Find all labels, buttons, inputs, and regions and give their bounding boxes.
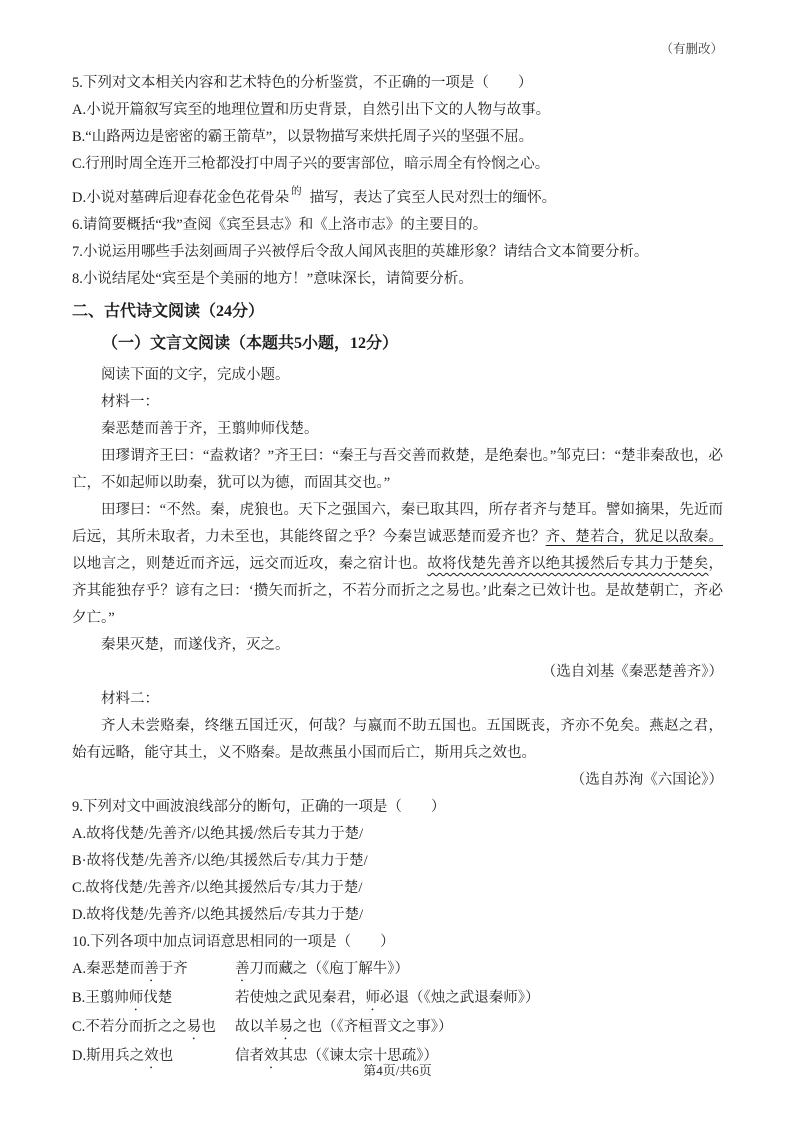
material-1-paragraph-3 (72, 497, 723, 632)
question-5-option-a: A.小说开篇叙写宾至的地理位置和历史背景，自然引出下文的人物与故事。 (72, 102, 551, 118)
reading-intro: 阅读下面的文字，完成小题。 (101, 367, 290, 383)
text-segment: 也 (201, 1019, 216, 1035)
dotted-word: 易 (186, 1019, 202, 1035)
question-7: 7.小说运用哪些手法刻画周子兴被俘后令敌人闻风丧胆的英雄形象？请结合文本简要分析。 (72, 244, 649, 260)
option-left-phrase (72, 1014, 235, 1043)
question-9-option-c: C.故将伐楚/先善齐/以绝其援然后专/其力于楚/ (72, 880, 363, 896)
dotted-word: 效 (144, 1048, 159, 1064)
dotted-word: 易 (278, 1019, 293, 1035)
dotted-word: 效 (264, 1048, 279, 1064)
dotted-word: 师 (365, 990, 380, 1006)
option-left-phrase (72, 985, 235, 1014)
text-segment: D.斯用兵之 (72, 1048, 145, 1064)
underlined-text: 齐、楚若合，犹足以敌秦。 (545, 529, 723, 545)
material-1-label: 材料一： (101, 394, 159, 410)
page-number: 第4页/共6页 (363, 1063, 432, 1078)
text-segment: 也 (158, 1048, 174, 1064)
text-segment: 以地言之，则楚近而齐远，远交而近攻，秦之宿计也。 (72, 556, 428, 572)
question-9-option-b: B·故将伐楚/先善齐/以绝/其援然后专/其力于楚/ (72, 853, 368, 869)
text-segment: ，齐其能独存乎？谚有之曰：‘攒矢而折之，不若分而折之之易也。’此秦之已效计也。是故楚朝亡，齐必夕亡。” (72, 556, 724, 626)
insert-mark: 的 (291, 186, 302, 197)
material-1-paragraph-4: 秦果灭楚，而遂伐齐，灭之。 (101, 637, 290, 653)
material-1-paragraph-1: 秦恶楚而善于齐，王翦帅师伐楚。 (101, 421, 319, 437)
material-1-source: （选自刘基《秦恶楚善齐》） (541, 664, 723, 680)
question-9-stem: 9.下列对文中画波浪线部分的断句，正确的一项是（ ） (72, 799, 446, 815)
option-right-phrase (235, 1019, 453, 1035)
text-segment: 之也（《齐桓晋文之事》） (293, 1019, 453, 1035)
option-right-phrase (235, 961, 409, 977)
text-segment: B.王翦帅 (72, 990, 129, 1006)
question-6: 6.请简要概括“我”查阅《宾至县志》和《上洛市志》的主要目的。 (72, 217, 488, 233)
question-5-option-c: C.行刑时周全连开三枪都没打中周子兴的要害部位，暗示周全有怜悯之心。 (72, 156, 550, 172)
dotted-word: 师 (128, 990, 144, 1006)
question-10-stem: 10.下列各项中加点词语意思相同的一项是（ ） (72, 934, 395, 950)
question-9-option-d: D.故将伐楚/先善齐/以绝其援然后/专其力于楚/ (72, 907, 364, 923)
question-5-option-b: B.“山路两边是密密的霸王箭草”，以景物描写来烘托周子兴的坚强不屈。 (72, 129, 534, 145)
text-segment: 必退（《烛之武退秦师》） (380, 990, 540, 1006)
section-2-subtitle: （一）文言文阅读（本题共5小题，12分） (102, 335, 399, 352)
question-5-option-d (72, 178, 723, 212)
question-10-option-c (72, 1014, 723, 1043)
wavy-underlined-text: 故将伐楚先善齐以绝其援然后专其力于楚矣 (427, 556, 709, 572)
option-right-phrase (235, 990, 540, 1006)
text-segment: D.小说对墓碑后迎春花金色花骨朵 (72, 190, 290, 206)
material-1-paragraph-2: 田璆谓齐王曰：“盍救诸？”齐王曰：“秦王与吾交善而救楚，是绝秦也。”邹克曰：“楚非秦敌也，必亡，不如起师以助秦，犹可以为德，而固其交也。” (72, 448, 723, 491)
question-9-option-a: A.故将伐楚/先善齐/以绝其援/然后专其力于楚/ (72, 826, 364, 842)
text-segment: 于齐 (158, 961, 188, 977)
text-segment: 故以羊 (235, 1019, 279, 1035)
text-segment: 田璆曰：“不然。秦，虎狼也。天下之强国六，秦已取其四，所存者齐与楚耳。譬如摘果，先近而后远，其所未取者，力未至也，其能终留之乎？今秦岂诚恶楚而爱齐也？ (72, 502, 723, 545)
text-segment: C.不若分而折之之 (72, 1019, 187, 1035)
question-8: 8.小说结尾处“宾至是个美丽的地方！”意味深长，请简要分析。 (72, 271, 473, 287)
text-segment: 若使烛之武见秦君， (235, 990, 366, 1006)
material-2-label: 材料二： (101, 691, 159, 707)
dotted-word: 善 (144, 961, 159, 977)
text-segment: 信者 (235, 1048, 264, 1064)
material-2-paragraph-1: 齐人未尝赂秦，终继五国迁灭，何哉？与嬴而不助五国也。五国既丧，齐亦不免矣。燕赵之君，始有远略，能守其土，义不赂秦。是故燕虽小国而后亡，斯用兵之效也。 (72, 718, 723, 761)
edit-note: （有删改） (660, 42, 723, 56)
question-10-option-b (72, 985, 723, 1014)
question-10-option-a (72, 956, 723, 985)
material-2-source: （选自苏洵《六国论》） (570, 772, 723, 788)
section-2-title: 二、古代诗文阅读（24分） (72, 303, 265, 320)
text-segment: 其忠（《谏太宗十思疏》） (278, 1048, 438, 1064)
option-left-phrase (72, 956, 235, 985)
dotted-word: 善 (235, 961, 250, 977)
text-segment: 伐楚 (143, 990, 173, 1006)
text-segment: 刀而藏之（《庖丁解牛》） (249, 961, 409, 977)
text-segment: 描写，表达了宾至人民对烈士的缅怀。 (309, 190, 557, 206)
question-5-stem: 5.下列对文本相关内容和艺术特色的分析鉴赏，不正确的一项是（ ） (72, 75, 533, 91)
text-segment: A.秦恶楚而 (72, 961, 145, 977)
